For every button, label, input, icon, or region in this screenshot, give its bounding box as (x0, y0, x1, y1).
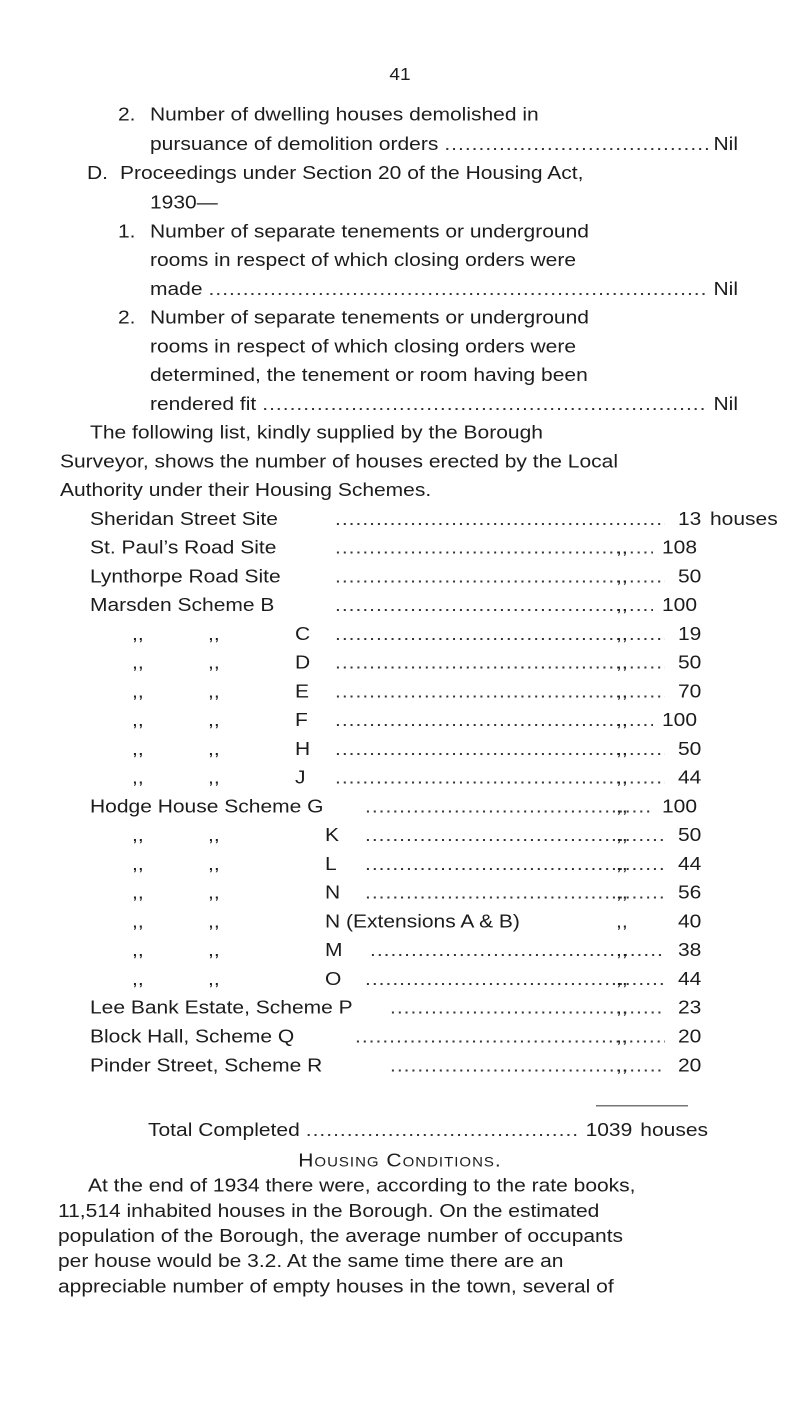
ditto-mark: ,, (208, 738, 220, 760)
scheme-sub: K (325, 825, 340, 846)
ditto-mark: ,, (132, 738, 144, 760)
d-item-1-number: 1. (118, 221, 136, 242)
ditto-mark: ,, (132, 767, 144, 789)
scheme-unit: ,, (616, 882, 628, 904)
ditto-mark: ,, (208, 968, 220, 990)
scheme-sub: M (325, 940, 343, 961)
scheme-unit: ,, (616, 853, 628, 875)
ditto-mark: ,, (208, 681, 220, 702)
dot-leader (335, 593, 653, 618)
scheme-row (90, 766, 720, 791)
scheme-unit: ,, (616, 1026, 628, 1047)
scheme-count: 13 (678, 508, 702, 530)
d-item-1-line-3: made ..... Nil (150, 277, 738, 302)
scheme-unit: ,, (616, 681, 628, 702)
total-unit: houses (640, 1119, 708, 1141)
ditto-mark: ,, (132, 911, 144, 932)
scheme-row (90, 622, 720, 647)
ditto-mark: ,, (132, 681, 144, 702)
scheme-unit: ,, (616, 767, 628, 789)
scheme-count: 100 (662, 594, 698, 616)
scheme-count: 100 (662, 796, 698, 817)
scheme-name: Block Hall, Scheme Q (90, 1026, 295, 1047)
scheme-count: 70 (678, 681, 702, 702)
section-d-heading-cont: 1930— (150, 192, 218, 213)
ditto-mark: ,, (208, 767, 220, 789)
scheme-count: 108 (662, 537, 698, 559)
scheme-row (90, 794, 720, 819)
ditto-mark: ,, (132, 652, 144, 674)
ditto-mark: ,, (208, 882, 220, 904)
scheme-count: 20 (678, 1026, 702, 1047)
scheme-count: 19 (678, 623, 702, 645)
dot-leader (335, 507, 665, 532)
scheme-unit: ,, (616, 537, 628, 559)
d-item-2-line-1: Number of separate tenements or underground (150, 307, 589, 329)
scheme-row (90, 737, 720, 762)
dot-leader (365, 794, 653, 819)
scheme-row (90, 1025, 720, 1050)
ditto-mark: ,, (208, 940, 220, 961)
scheme-row (90, 823, 720, 848)
ditto-mark: ,, (208, 623, 220, 645)
scheme-count: 20 (678, 1055, 702, 1076)
scheme-count: 50 (678, 652, 702, 674)
d-item-1-line-1: Number of separate tenements or underground (150, 221, 589, 242)
scheme-count: 44 (678, 767, 702, 789)
ditto-mark: ,, (132, 623, 144, 645)
scheme-name: Hodge House Scheme G (90, 796, 324, 817)
scheme-unit: ,, (616, 594, 628, 616)
scheme-sub: C (295, 623, 311, 645)
scheme-name: Lee Bank Estate, Scheme P (90, 997, 353, 1019)
dot-leader (262, 392, 707, 417)
scheme-unit: ,, (616, 709, 628, 731)
scheme-sub: J (295, 767, 306, 789)
scheme-row (90, 1053, 720, 1078)
section-d-heading: Proceedings under Section 20 of the Housing Act, (120, 162, 584, 184)
scheme-count: 44 (678, 853, 702, 875)
scheme-unit: houses (710, 508, 778, 530)
scheme-row (90, 909, 720, 934)
scheme-unit: ,, (616, 968, 628, 990)
scheme-unit: ,, (616, 911, 628, 932)
d-item-1-line-2: rooms in respect of which closing orders were (150, 249, 577, 271)
scheme-row (90, 708, 720, 733)
demolition-line-1: Number of dwelling houses demolished in (150, 104, 539, 125)
scheme-sub: O (325, 968, 342, 990)
scheme-name: Marsden Scheme B (90, 594, 275, 616)
scheme-unit: ,, (616, 796, 628, 817)
scheme-count: 50 (678, 566, 702, 587)
section-d-letter: D. (87, 162, 108, 184)
d-item-2-value: Nil (713, 393, 738, 415)
scheme-unit: ,, (616, 652, 628, 674)
scheme-count: 56 (678, 882, 702, 904)
scheme-unit: ,, (616, 738, 628, 760)
demolition-value: Nil (713, 133, 738, 155)
dot-leader (335, 536, 653, 561)
d-item-2-line-4: rendered fit ..... Nil (150, 392, 738, 417)
intro-line-3: Authority under their Housing Schemes. (60, 479, 432, 501)
hc-line-5: appreciable number of empty houses in the town, several of (58, 1276, 614, 1297)
hc-line-1: At the end of 1934 there were, according to the rate books, (88, 1175, 636, 1197)
scheme-sub: D (295, 652, 311, 674)
scheme-unit: ,, (616, 825, 628, 846)
scheme-sub: H (295, 738, 311, 760)
scheme-count: 23 (678, 997, 702, 1019)
scheme-unit: ,, (616, 940, 628, 961)
ditto-mark: ,, (132, 825, 144, 846)
scheme-sub: L (325, 853, 337, 875)
scheme-row (90, 881, 720, 906)
scheme-count: 50 (678, 825, 702, 846)
scheme-sub: E (295, 681, 310, 702)
scheme-sub: N (Extensions A & B) (325, 911, 520, 932)
scheme-unit: ,, (616, 1055, 628, 1076)
scheme-row (90, 593, 720, 618)
scheme-row (90, 651, 720, 676)
ditto-mark: ,, (132, 968, 144, 990)
ditto-mark: ,, (132, 853, 144, 875)
scheme-row (90, 967, 720, 992)
scheme-row (90, 507, 778, 532)
scheme-name: Lynthorpe Road Site (90, 566, 281, 587)
d-item-2-number: 2. (118, 307, 136, 329)
scheme-count: 100 (662, 709, 698, 731)
ditto-mark: ,, (208, 652, 220, 674)
scheme-sub: N (325, 882, 341, 904)
housing-conditions-heading: Housing Conditions. (298, 1150, 502, 1172)
d-item-2-line-2: rooms in respect of which closing orders were (150, 336, 577, 357)
ditto-mark: ,, (208, 709, 220, 731)
dot-leader (335, 708, 653, 733)
dot-leader (444, 132, 707, 157)
scheme-unit: ,, (616, 566, 628, 587)
scheme-row (90, 679, 720, 704)
scheme-unit: ,, (616, 997, 628, 1019)
scheme-count: 38 (678, 940, 702, 961)
ditto-mark: ,, (208, 911, 220, 932)
scheme-row (90, 536, 720, 561)
ditto-mark: ,, (132, 882, 144, 904)
ditto-mark: ,, (132, 940, 144, 961)
total-label: Total Completed (148, 1119, 300, 1141)
scheme-count: 40 (678, 911, 702, 932)
ditto-mark: ,, (208, 853, 220, 875)
demolition-line-2: pursuance of demolition orders ..... Nil (150, 132, 738, 157)
ditto-mark: ,, (132, 709, 144, 731)
intro-line-1: The following list, kindly supplied by the Borough (90, 422, 543, 444)
scheme-count: 50 (678, 738, 702, 760)
total-value: 1039 (585, 1119, 633, 1141)
page-number: 41 (389, 65, 411, 85)
demolition-item-number: 2. (118, 104, 136, 125)
hc-line-2: 11,514 inhabited houses in the Borough. On the estimated (58, 1200, 600, 1222)
hc-line-3: population of the Borough, the average number of occupants (58, 1225, 624, 1247)
scheme-unit: ,, (616, 623, 628, 645)
d-item-2-line-3: determined, the tenement or room having been (150, 364, 588, 386)
scheme-row (90, 564, 720, 589)
scheme-row (90, 852, 720, 877)
ditto-mark: ,, (208, 825, 220, 846)
scheme-name: Pinder Street, Scheme R (90, 1055, 323, 1076)
scheme-sub: F (295, 709, 308, 731)
scheme-name: Sheridan Street Site (90, 508, 278, 530)
scheme-name: St. Paul’s Road Site (90, 537, 277, 559)
intro-line-2: Surveyor, shows the number of houses erected by the Local (60, 451, 618, 472)
scheme-count: 44 (678, 968, 702, 990)
hc-line-4: per house would be 3.2. At the same time there are an (58, 1250, 564, 1272)
d-item-1-value: Nil (713, 278, 738, 300)
scheme-row (90, 996, 720, 1021)
dot-leader (209, 277, 708, 302)
scheme-row (90, 938, 720, 963)
